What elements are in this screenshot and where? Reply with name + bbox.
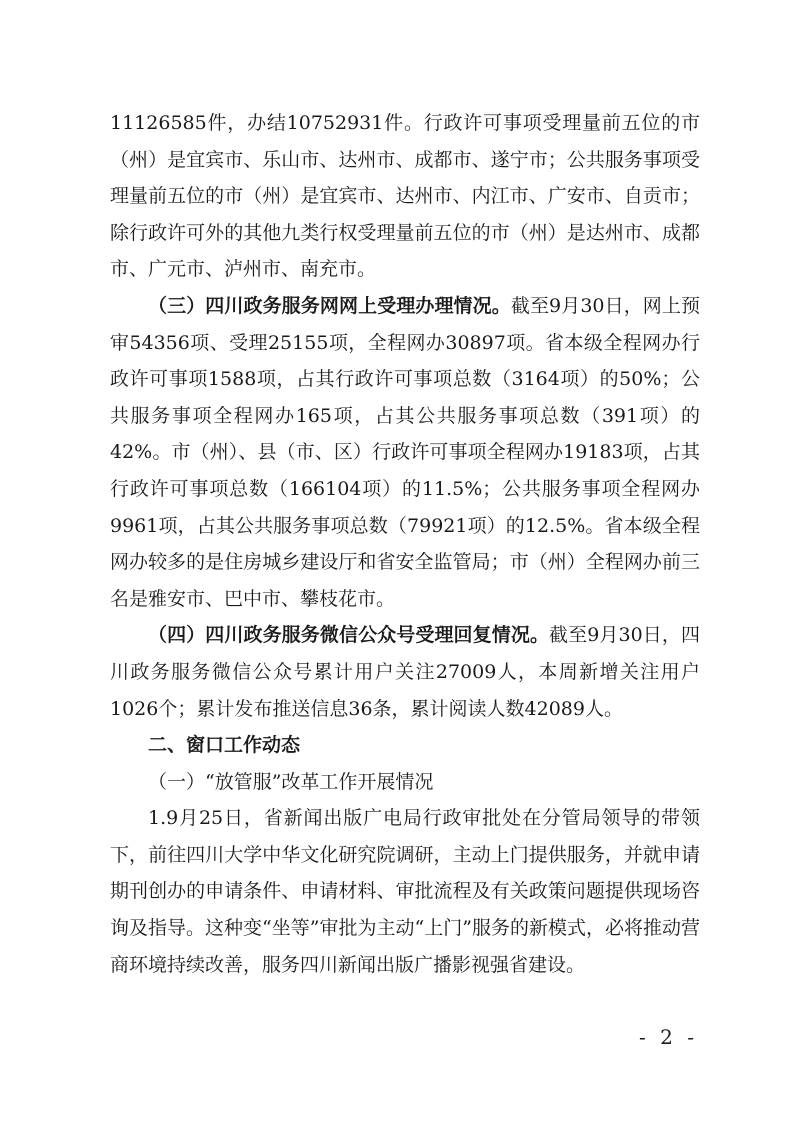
section-heading-online: （三）四川政务服务网网上受理办理情况。 <box>148 294 511 317</box>
document-body <box>110 105 700 983</box>
section-heading-wechat: （四）四川政务服务微信公众号受理回复情况。 <box>148 624 550 647</box>
heading-reform: （一）“放管服”改革工作开展情况 <box>148 770 434 793</box>
paragraph-wechat <box>110 617 700 727</box>
paragraph-online-body: 截至9月30日，网上预审54356项、受理25155项，全程网办30897项。省本级全程网办行政许可事项1588项，占其行政许可事项总数（3164项）的50%；公共服务事项全程网办165项，占其公共服务事项总数（391项）的42%。市（州）、县（市、区）行政许可事项全程网办19183项，占其行政许可事项总数（166104项）的11.5%；公共服务事项全程网办9961项，占其公共服务事项总数（79921项）的12.5%。省本级全程网办较多的是住房城乡建设厅和省安全监管局；市（州）全程网办前三名是雅安市、巴中市、攀枝花市。 <box>110 294 700 610</box>
paragraph-wechat-body: 截至9月30日，四川政务服务微信公众号累计用户关注27009人，本周新增关注用户1026个；累计发布推送信息36条，累计阅读人数42089人。 <box>110 624 700 720</box>
paragraph-online-handling <box>110 288 700 617</box>
paragraph-reform-item-1: 1.9月25日，省新闻出版广电局行政审批处在分管局领导的带领下，前往四川大学中华文化研究院调研，主动上门提供服务，并就申请期刊创办的申请条件、申请材料、审批流程及有关政策问题提供现场咨询及指导。这种变“坐等”审批为主动“上门”服务的新模式，必将推动营商环境持续改善，服务四川新闻出版广播影视强省建设。 <box>110 807 700 976</box>
paragraph-stats-summary: 11126585件，办结10752931件。行政许可事项受理量前五位的市（州）是宜宾市、乐山市、达州市、成都市、遂宁市；公共服务事项受理量前五位的市（州）是宜宾市、达州市、内江市、广安市、自贡市；除行政许可外的其他九类行权受理量前五位的市（州）是达州市、成都市、广元市、泸州市、南充市。 <box>110 112 700 281</box>
heading-window-work: 二、窗口工作动态 <box>148 734 301 757</box>
page-number: - 2 - <box>639 1025 698 1049</box>
